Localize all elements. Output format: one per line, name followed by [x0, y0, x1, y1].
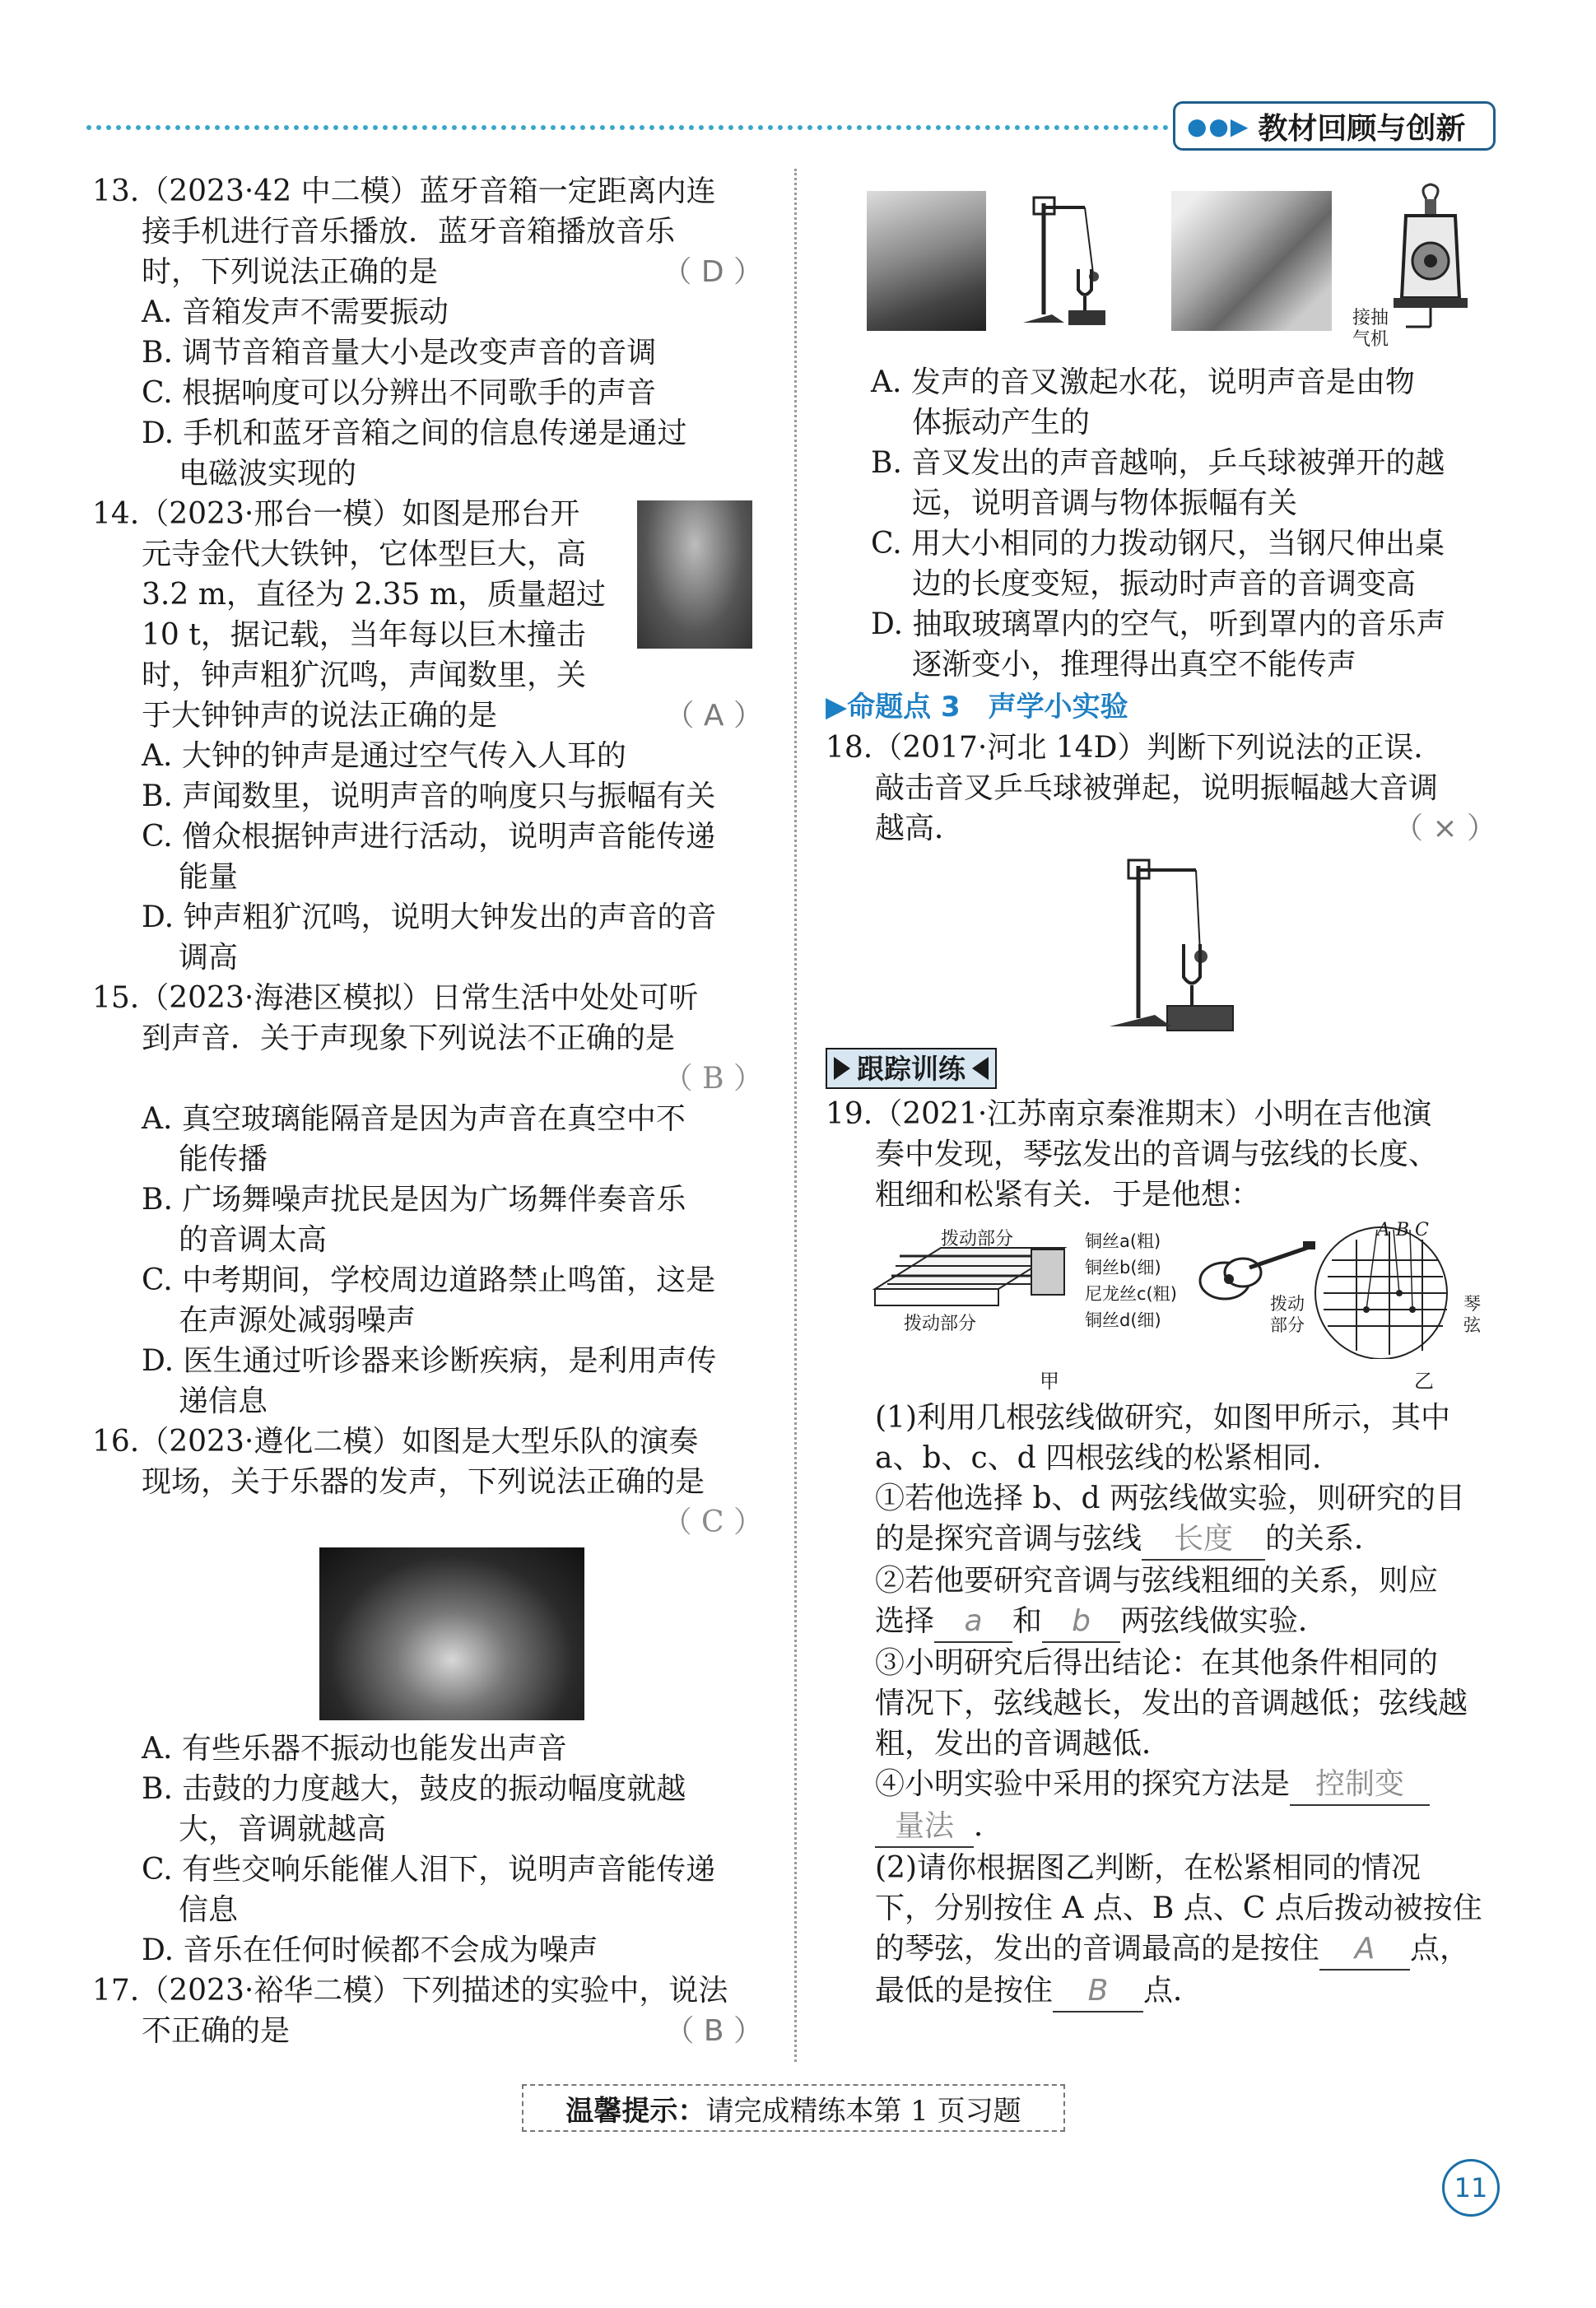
tuning-fork-ball-figure [1019, 191, 1142, 335]
answer-18: （ × ） [1393, 812, 1496, 845]
tuning-fork-water-photo [867, 191, 986, 331]
page-number: 11 [1442, 2159, 1500, 2217]
answer-14: （ A ） [664, 699, 763, 733]
footer-tip: 温馨提示： 请完成精练本第 1 页习题 [522, 2084, 1065, 2132]
bell-photo [637, 500, 752, 649]
answer-17: （ B ） [664, 2014, 763, 2048]
section-badge [1173, 101, 1496, 151]
right-triangle-icon [834, 1057, 850, 1080]
blank-method-a[interactable]: 控制变 [1290, 1764, 1430, 1806]
tuning-fork-pingpong-figure [1105, 854, 1237, 1043]
answer-13: （ D ） [662, 255, 763, 289]
question-16: 16.（2023·遵化二模）如图是大型乐队的演奏 现场，关于乐器的发声，下列说法正确的是 （ C ） A. 有些乐器不振动也能发出声音 B. 击鼓的力度越大，鼓皮的振动幅度就越 大，音调就越高 C. 有些交响乐能催人泪下，说明声音能传递 信息 D. 音乐在任何时候都不会成为噪声 [92, 1425, 763, 1967]
column-divider [794, 169, 797, 2062]
section-3-heading: ▶命题点 3 声学小实验 [826, 691, 1128, 724]
header-dotted-rule [86, 125, 1169, 130]
string-label-yi: 琴 弦 [1463, 1294, 1481, 1335]
blank-lowest[interactable]: B [1053, 1971, 1143, 2013]
blank-string-b[interactable]: b [1042, 1601, 1120, 1643]
question-15: 15.（2023·海港区模拟）日常生活中处处可听 到声音．关于声现象下列说法不正确的是 （ B ） A. 真空玻璃能隔音是因为声音在真空中不 能传播 B. 广场舞噪声扰民是因为广场舞伴奏音乐 的音调太高 C. 中考期间，学校周边道路禁止鸣笛，这是 在声源处减弱噪声 D. 医生通过听诊器来诊断疾病，是利用声传 递信息 [92, 981, 763, 1418]
orchestra-photo [319, 1547, 584, 1720]
question-19: 19.（2021·江苏南京秦淮期末）小明在吉他演 奏中发现，琴弦发出的音调与弦线的长度、 粗细和松紧有关．于是他想： 拨动部分 拨动部分 铜丝a(粗) 铜丝b(细) 尼龙丝c(粗) 铜丝d(细) 甲 A B C 拨动 部分 琴 弦 乙 (1)利用几根弦线做研究，如图甲所示，其中 a、b、c、d 四根弦线的松紧相同． ①若他选择 b、d 两弦线做实验，则研究的目 的是探究音调与弦线 长度 的关系． ②若他要研究音调与弦线粗细的关系，则应 选择 a 和 b 两弦线做实验． ③小明研究后得出结论：在其他条件相同的 情况下，弦线越长，发出的音调越低；弦线越 粗，发出的音调越低． ④小明实验中采用的探究方法是 控制变 量法 ． (2)请你根据图乙判断，在松紧相同的情况 下，分别按住 A 点、B 点、C 点后拨动被按住 的琴弦，发出的音调最高的是按住 A 点， 最低的是按住 B 点． [826, 1094, 1496, 2013]
pluck-label-yi: 拨动 部分 [1270, 1294, 1305, 1335]
question-18: 18.（2017·河北 14D）判断下列说法的正误． 敲击音叉乒乓球被弹起，说明振幅越大音调 越高． （ × ） [826, 728, 1496, 1043]
figure-yi-caption: 乙 [1414, 1370, 1434, 1393]
left-column [92, 171, 763, 2051]
tracking-training-heading: 跟踪训练 [826, 1048, 1496, 1091]
left-triangle-icon [972, 1057, 989, 1080]
q19-figures [867, 1215, 1496, 1398]
pluck-label-top: 拨动部分 [941, 1229, 1014, 1249]
blank-method-b[interactable]: 量法 [875, 1806, 974, 1848]
pluck-label-bottom: 拨动部分 [904, 1314, 977, 1334]
points-abc-label: A B C [1377, 1220, 1429, 1240]
blank-highest[interactable]: A [1319, 1929, 1410, 1971]
answer-16: （ C ） [662, 1505, 763, 1539]
badge-title: 教材回顾与创新 [1258, 111, 1466, 146]
string-labels: 铜丝a(粗) 铜丝b(细) 尼龙丝c(粗) 铜丝d(细) [1085, 1231, 1177, 1330]
ruler-table-photo [1171, 191, 1332, 331]
question-13: 13.（2023·42 中二模）蓝牙音箱一定距离内连 接手机进行音乐播放．蓝牙音箱播放音乐 时，下列说法正确的是 （ D ） A. 音箱发声不需要振动 B. 调节音箱音量大小是改变声音的音调 C. 根据响度可以分辨出不同歌手的声音 D. 手机和蓝牙音箱之间的信息传递是通过 电磁波实现的 [92, 174, 763, 491]
blank-length[interactable]: 长度 [1142, 1519, 1265, 1561]
pump-label: 接抽 气机 [1352, 308, 1389, 350]
answer-15: （ B ） [663, 1062, 763, 1096]
question-17-stem: 17.（2023·裕华二模）下列描述的实验中，说法 不正确的是 （ B ） [92, 1971, 763, 2051]
question-17-options: A. 发声的音叉激起水花，说明声音是由物 体振动产生的 B. 音叉发出的声音越响，乒乓球被弹开的越 远，说明音调与物体振幅有关 C. 用大小相同的力拨动钢尺，当钢尺伸出桌 边的长度变短，振动时声音的音调变高 D. 抽取玻璃罩内的空气，听到罩内的音乐声 逐渐变小，推理得出真空不能传声 [871, 365, 1446, 682]
badge-arrow-icon: ●●▶ [1187, 112, 1250, 140]
figure-jia-caption: 甲 [1040, 1370, 1059, 1393]
right-column [826, 183, 1496, 2013]
blank-string-a[interactable]: a [934, 1601, 1012, 1643]
q17-figures [826, 183, 1496, 362]
question-14: 14.（2023·邢台一模）如图是邢台开 元寺金代大铁钟，它体型巨大，高 3.2 m，直径为 2.35 m，质量超过 10 t，据记载，当年每以巨木撞击 时，钟声粗犷沉鸣，声闻数里，关 于大钟钟声的说法正确的是 （ A ） A. 大钟的钟声是通过空气传入人耳的 B. 声闻数里，说明声音的响度只与振幅有关 C. 僧众根据钟声进行活动，说明声音能传递 能量 D. 钟声粗犷沉鸣，说明大钟发出的声音的音 调高 [92, 497, 763, 975]
